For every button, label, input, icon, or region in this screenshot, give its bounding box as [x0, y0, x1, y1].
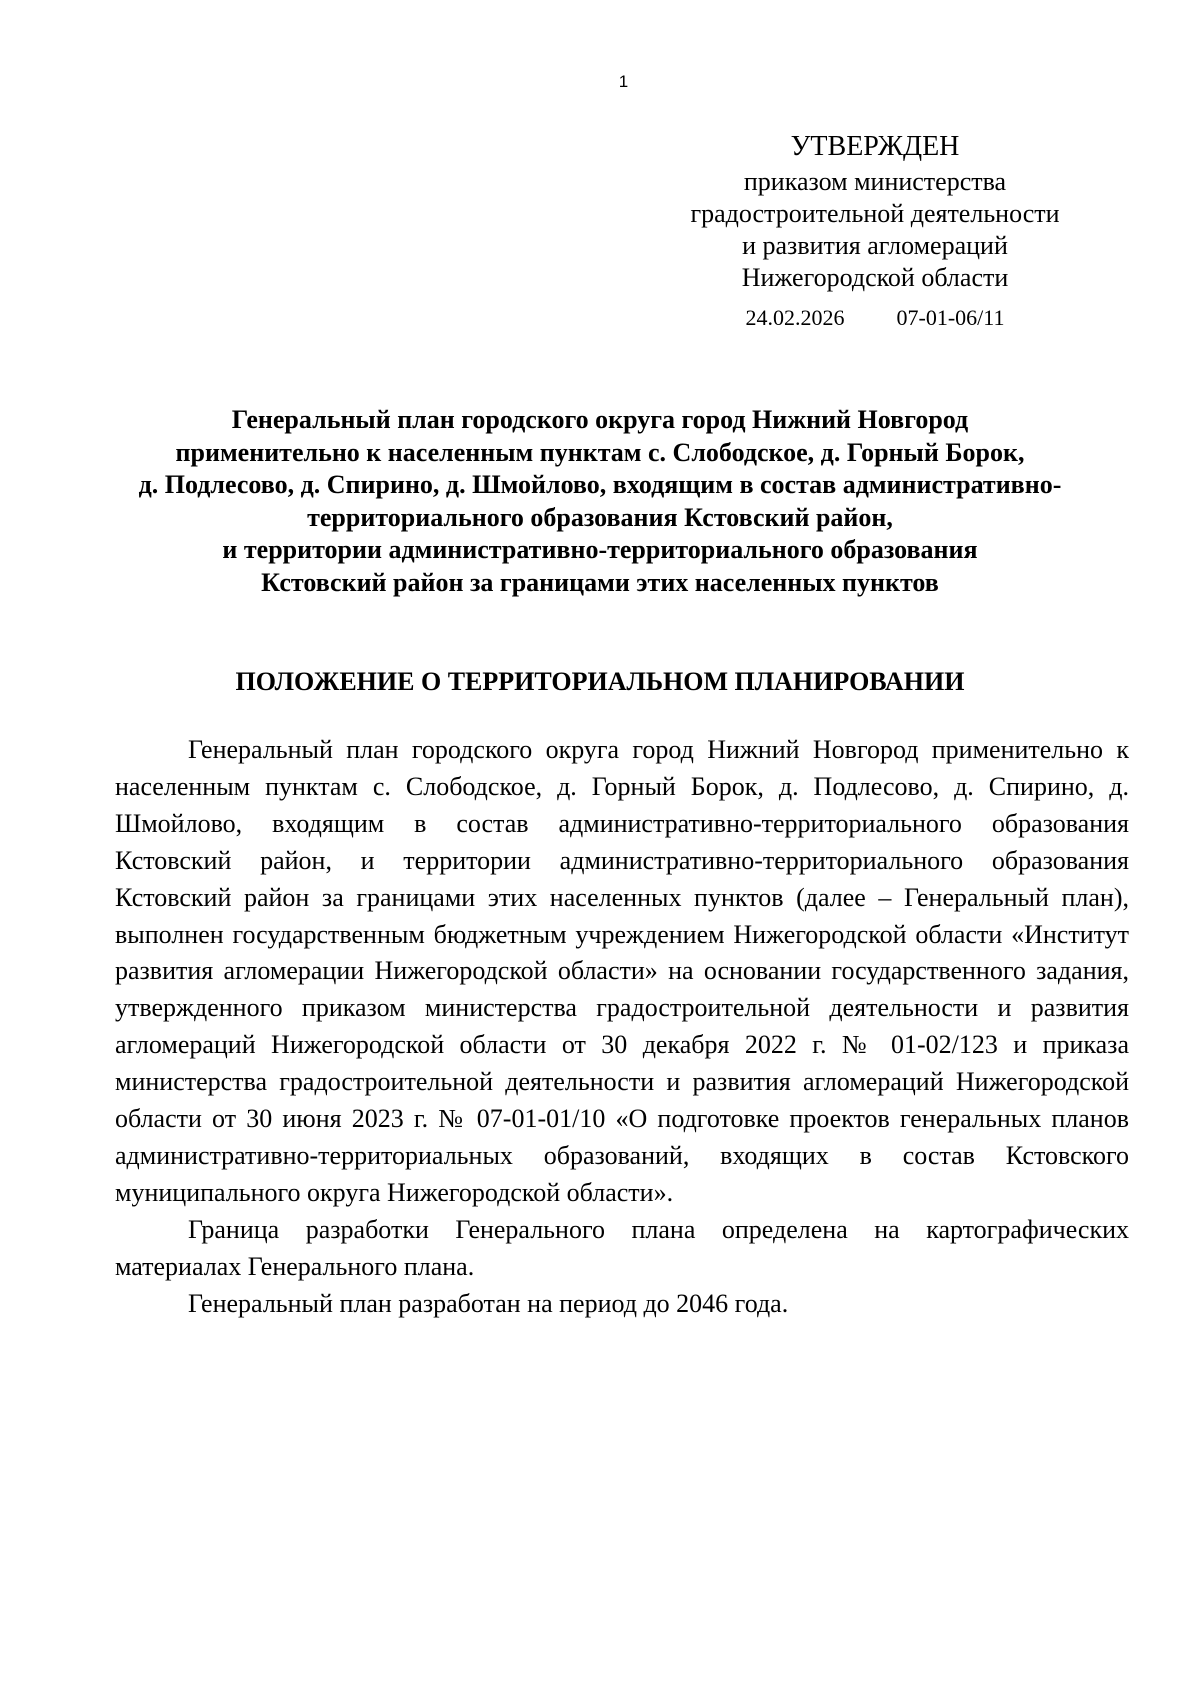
approval-line: градостроительной деятельности: [690, 199, 1060, 228]
order-number: 07-01-06/11: [896, 305, 1005, 330]
order-details: [670, 302, 1080, 334]
approval-line: приказом министерства: [743, 167, 1007, 196]
page-number: 1: [618, 72, 629, 91]
approval-line: и развития агломераций: [742, 231, 1008, 260]
order-date: 24.02.2026: [745, 305, 845, 330]
document-title: [100, 404, 1100, 600]
approval-heading: УТВЕРЖДЕН: [790, 131, 960, 162]
section-heading: ПОЛОЖЕНИЕ О ТЕРРИТОРИАЛЬНОМ ПЛАНИРОВАНИИ: [235, 667, 965, 696]
paragraph: Генеральный план городского округа город Нижний Новгород применительно к населенным пунктам с. Слободское, д. Горный Борок, д. Подлесово, д. Спирино, д. Шмойлово, входящим в состав административно-территориального образования Кстовский район, и территории административно-территориального образования Кстовский район за границами этих населенных пунктов (далее – Генеральный план), выполнен государственным бюджетным учреждением Нижегородской области «Институт развития агломерации Нижегородской области» на основании государственного задания, утвержденного приказом министерства градостроительной деятельности и развития агломераций Нижегородской области от 30 декабря 2022 г. № 01-02/123 и приказа министерства градостроительной деятельности и развития агломераций Нижегородской области от 30 июня 2023 г. № 07-01-01/10 «О подготовке проектов генеральных планов административно-территориальных образований, входящих в состав Кстовского муниципального округа Нижегородской области».: [115, 735, 1129, 1207]
title-line: Кстовский район за границами этих населенных пунктов: [261, 567, 939, 597]
title-line: применительно к населенным пунктам с. Слободское, д. Горный Борок,: [175, 437, 1025, 467]
approval-line: Нижегородской области: [741, 263, 1009, 292]
title-line: и территории административно-территориального образования: [222, 535, 978, 565]
approval-stamp: [670, 130, 1080, 334]
title-line: территориального образования Кстовский район,: [307, 502, 893, 532]
title-line: Генеральный план городского округа город Нижний Новгород: [231, 405, 969, 434]
paragraph: Генеральный план разработан на период до 2046 года.: [188, 1288, 789, 1318]
title-line: д. Подлесово, д. Спирино, д. Шмойлово, входящим в состав административно-: [138, 470, 1062, 500]
body-text: [115, 732, 1129, 1323]
paragraph: Граница разработки Генерального плана определена на картографических материалах Генерального плана.: [115, 1214, 1129, 1281]
